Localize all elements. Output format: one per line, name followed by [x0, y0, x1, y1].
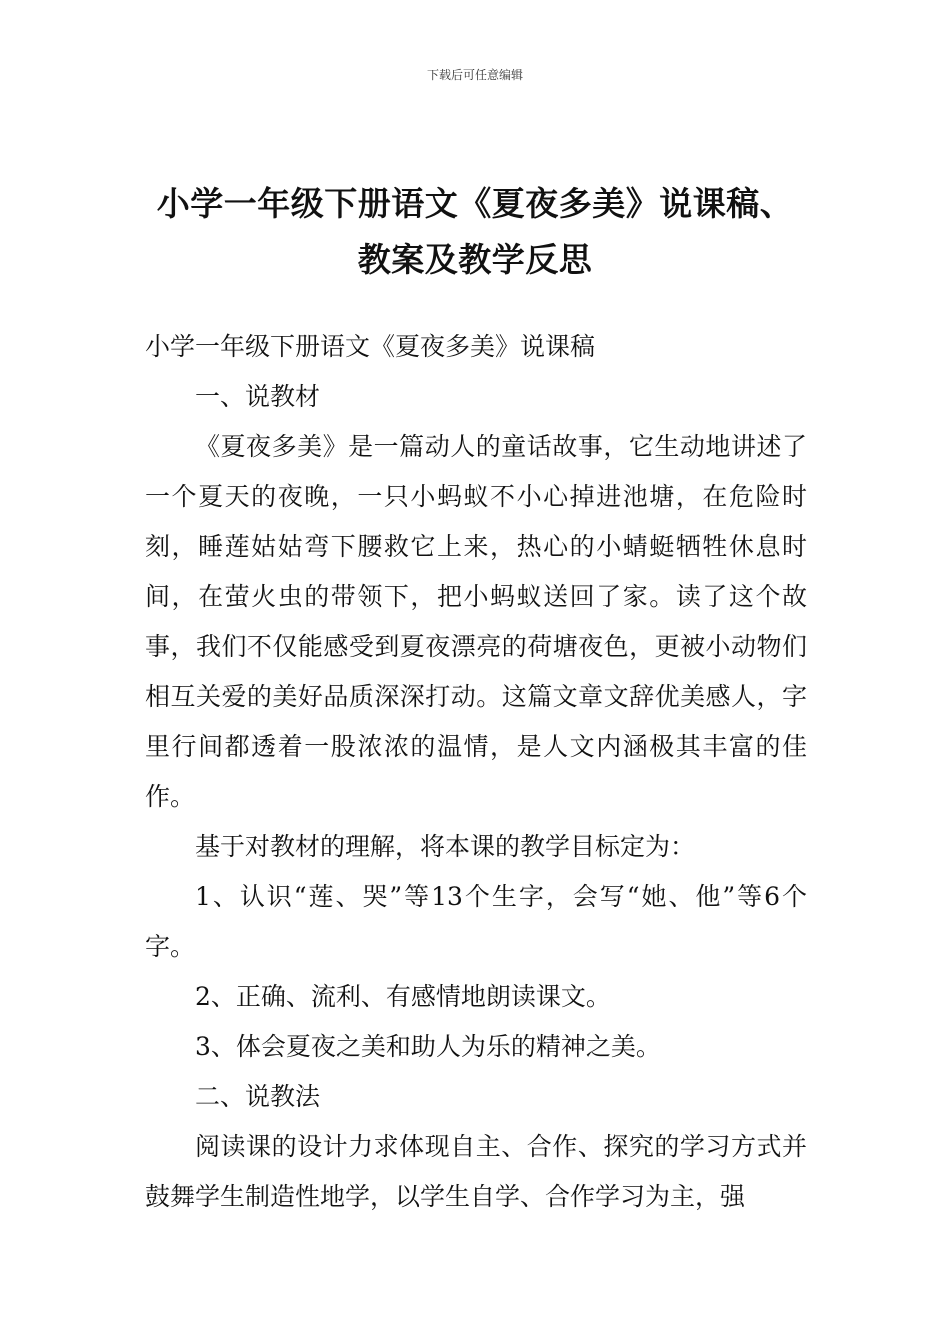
paragraph: 小学一年级下册语文《夏夜多美》说课稿	[145, 332, 596, 361]
title-line-1: 小学一年级下册语文《夏夜多美》说课稿、	[156, 184, 794, 223]
paragraph: 阅读课的设计力求体现自主、合作、探究的学习方式并鼓舞学生制造性地学，以学生自学、合作学习为主，强	[145, 1132, 807, 1211]
paragraph: 一、说教材	[195, 382, 321, 411]
header-note: 下载后可任意编辑	[426, 68, 523, 82]
paragraph: 基于对教材的理解，将本课的教学目标定为：	[195, 832, 696, 861]
document-title	[120, 176, 830, 288]
paragraph: 1、认识“莲、哭”等13个生字，会写“她、他”等6个字。	[145, 882, 807, 961]
paragraph: 3、体会夏夜之美和助人为乐的精神之美。	[195, 1032, 661, 1061]
paragraph: 《夏夜多美》是一篇动人的童话故事，它生动地讲述了一个夏天的夜晚，一只小蚂蚁不小心掉进池塘，在危险时刻，睡莲姑姑弯下腰救它上来，热心的小蜻蜓牺牲休息时间，在萤火虫的带领下，把小蚂蚁送回了家。读了这个故事，我们不仅能感受到夏夜漂亮的荷塘夜色，更被小动物们相互关爱的美好品质深深打动。这篇文章文辞优美感人，字里行间都透着一股浓浓的温情，是人文内涵极其丰富的佳作。	[145, 432, 807, 811]
paragraph: 二、说教法	[195, 1082, 321, 1111]
document-body	[145, 322, 807, 1222]
title-line-2: 教案及教学反思	[357, 240, 593, 279]
paragraph: 2、正确、流利、有感情地朗读课文。	[195, 982, 611, 1011]
